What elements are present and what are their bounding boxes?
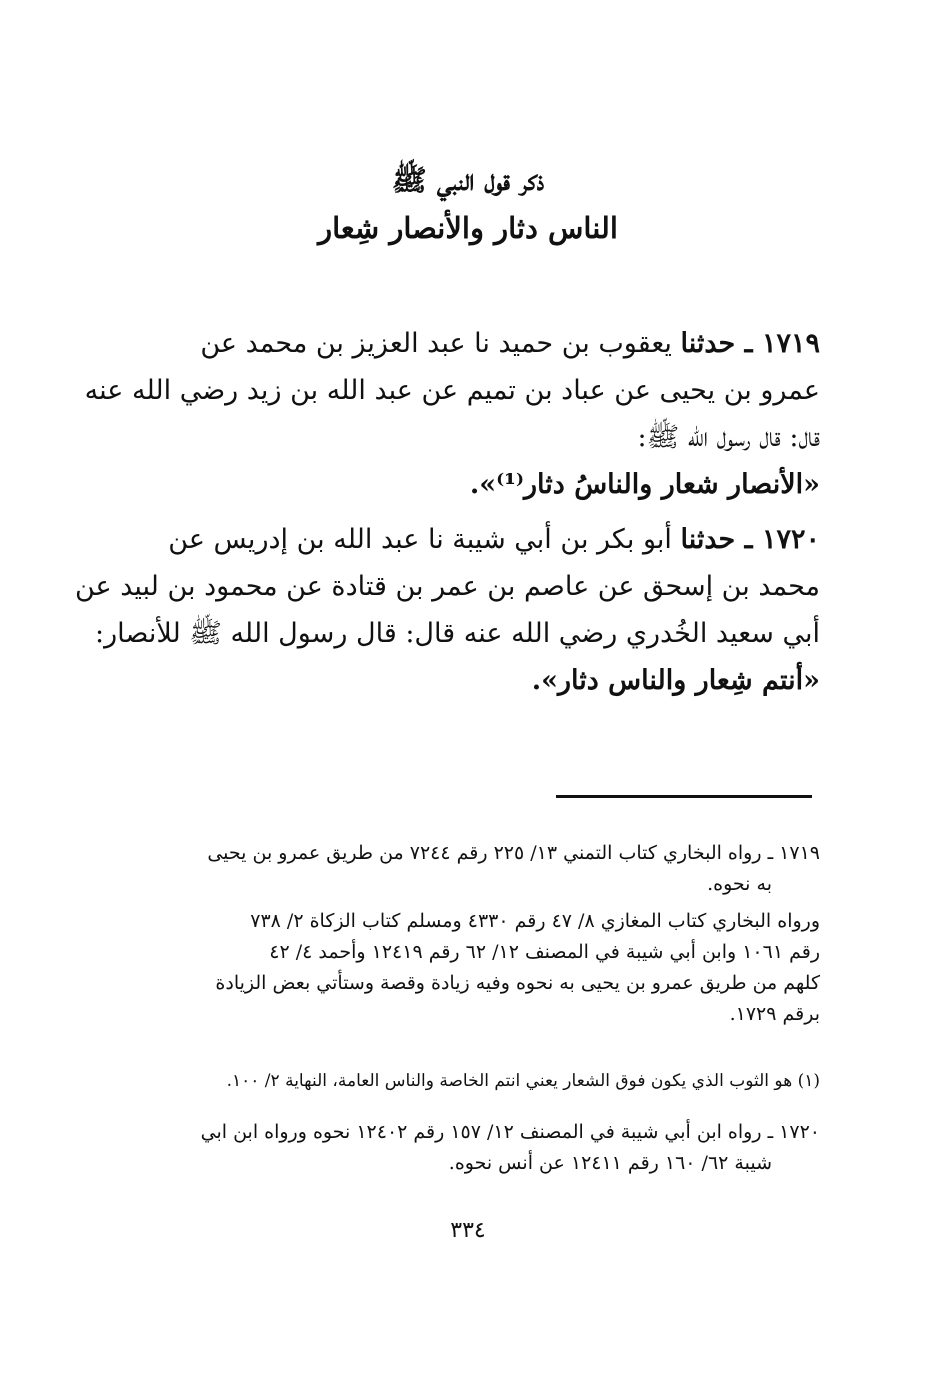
footnote-1719-line-2: به نحوه.: [707, 873, 772, 895]
footnote-1719-line-3: ورواه البخاري كتاب المغازي ٨/ ٤٧ رقم ٤٣٣٠ ومسلم كتاب الزكاة ٢/ ٧٣٨: [250, 910, 820, 932]
footnote-1719-continued: [130, 906, 820, 1030]
footnote-1719: [130, 838, 820, 900]
hadith-1719: [84, 320, 820, 508]
footnote-text: رواه البخاري كتاب التمني ١٣/ ٢٢٥ رقم ٧٢٤٤ من طريق عمرو بن يحيى: [207, 842, 768, 864]
hadith-1719-line-2: عمرو بن يحيى عن عباد بن تميم عن عبد الله بن زيد رضي الله عنه: [84, 375, 820, 406]
footnote-separator: [556, 795, 812, 798]
footnote-note-1: [130, 1066, 838, 1097]
hadith-number: ١٧١٩: [761, 328, 820, 359]
chapter-title-line-1: ذكر قول النبي ﷺ: [391, 163, 545, 197]
footnote-1719-line-4: رقم ١٠٦١ وابن أبي شيبة في المصنف ١٢/ ٦٢ رقم ١٢٤١٩ وأحمد ٤/ ٤٢: [269, 941, 820, 963]
footnote-1720-line-2: شيبة ٦٢/ ١٦٠ رقم ١٢٤١١ عن أنس نحوه.: [448, 1152, 772, 1174]
hadith-1720-line-2: محمد بن إسحق عن عاصم بن عمر بن قتادة عن محمود بن لبيد عن: [74, 571, 820, 602]
footnote-1720: [130, 1117, 820, 1179]
hadith-separator: ـ: [735, 524, 762, 555]
hadith-number: ١٧٢٠: [761, 524, 820, 555]
hadith-1720-line-3: أبي سعيد الخُدري رضي الله عنه قال: قال رسول الله ﷺ للأنصار:: [95, 618, 820, 649]
hadith-1720-line-1: [130, 516, 820, 563]
footnote-1719-line-1: [130, 838, 820, 869]
hadith-1719-matn: «الأنصار شعار والناسُ دثار⁽¹⁾».: [469, 469, 820, 500]
hadith-separator: ـ: [735, 328, 762, 359]
footnote-note-1-text: (١) هو الثوب الذي يكون فوق الشعار يعني انتم الخاصة والناس العامة، النهاية ٢/ ١٠٠.: [226, 1071, 820, 1091]
hadith-1719-line-1: [130, 320, 820, 367]
chapter-title-line-2: الناس دثار والأنصار شِعار: [318, 211, 618, 245]
footnote-1719-line-6: برقم ١٧٢٩.: [729, 1003, 820, 1025]
footnote-number: ١٧١٩ ـ: [767, 842, 820, 864]
isnad-text: أبو بكر بن أبي شيبة نا عبد الله بن إدريس عن: [168, 524, 681, 555]
footnote-number: ١٧٢٠ ـ: [767, 1121, 820, 1143]
page-number: ٣٣٤: [450, 1218, 486, 1243]
footnote-1720-line-1: [130, 1117, 820, 1148]
haddathana-word: حدثنا: [680, 524, 736, 555]
hadith-1720: [74, 516, 820, 704]
footnote-1719-line-5: كلهم من طريق عمرو بن يحيى به نحوه وفيه زيادة وقصة وستأتي بعض الزيادة: [215, 972, 820, 994]
haddathana-word: حدثنا: [680, 328, 736, 359]
isnad-text: يعقوب بن حميد نا عبد العزيز بن محمد عن: [200, 328, 681, 359]
hadith-1720-matn: «أنتم شِعار والناس دثار».: [531, 665, 820, 696]
footnote-text: رواه ابن أبي شيبة في المصنف ١٢/ ١٥٧ رقم ١٢٤٠٢ نحوه ورواه ابن ابي: [200, 1121, 768, 1143]
hadith-1719-line-3: قال: قال رسول الله ﷺ:: [637, 422, 820, 453]
